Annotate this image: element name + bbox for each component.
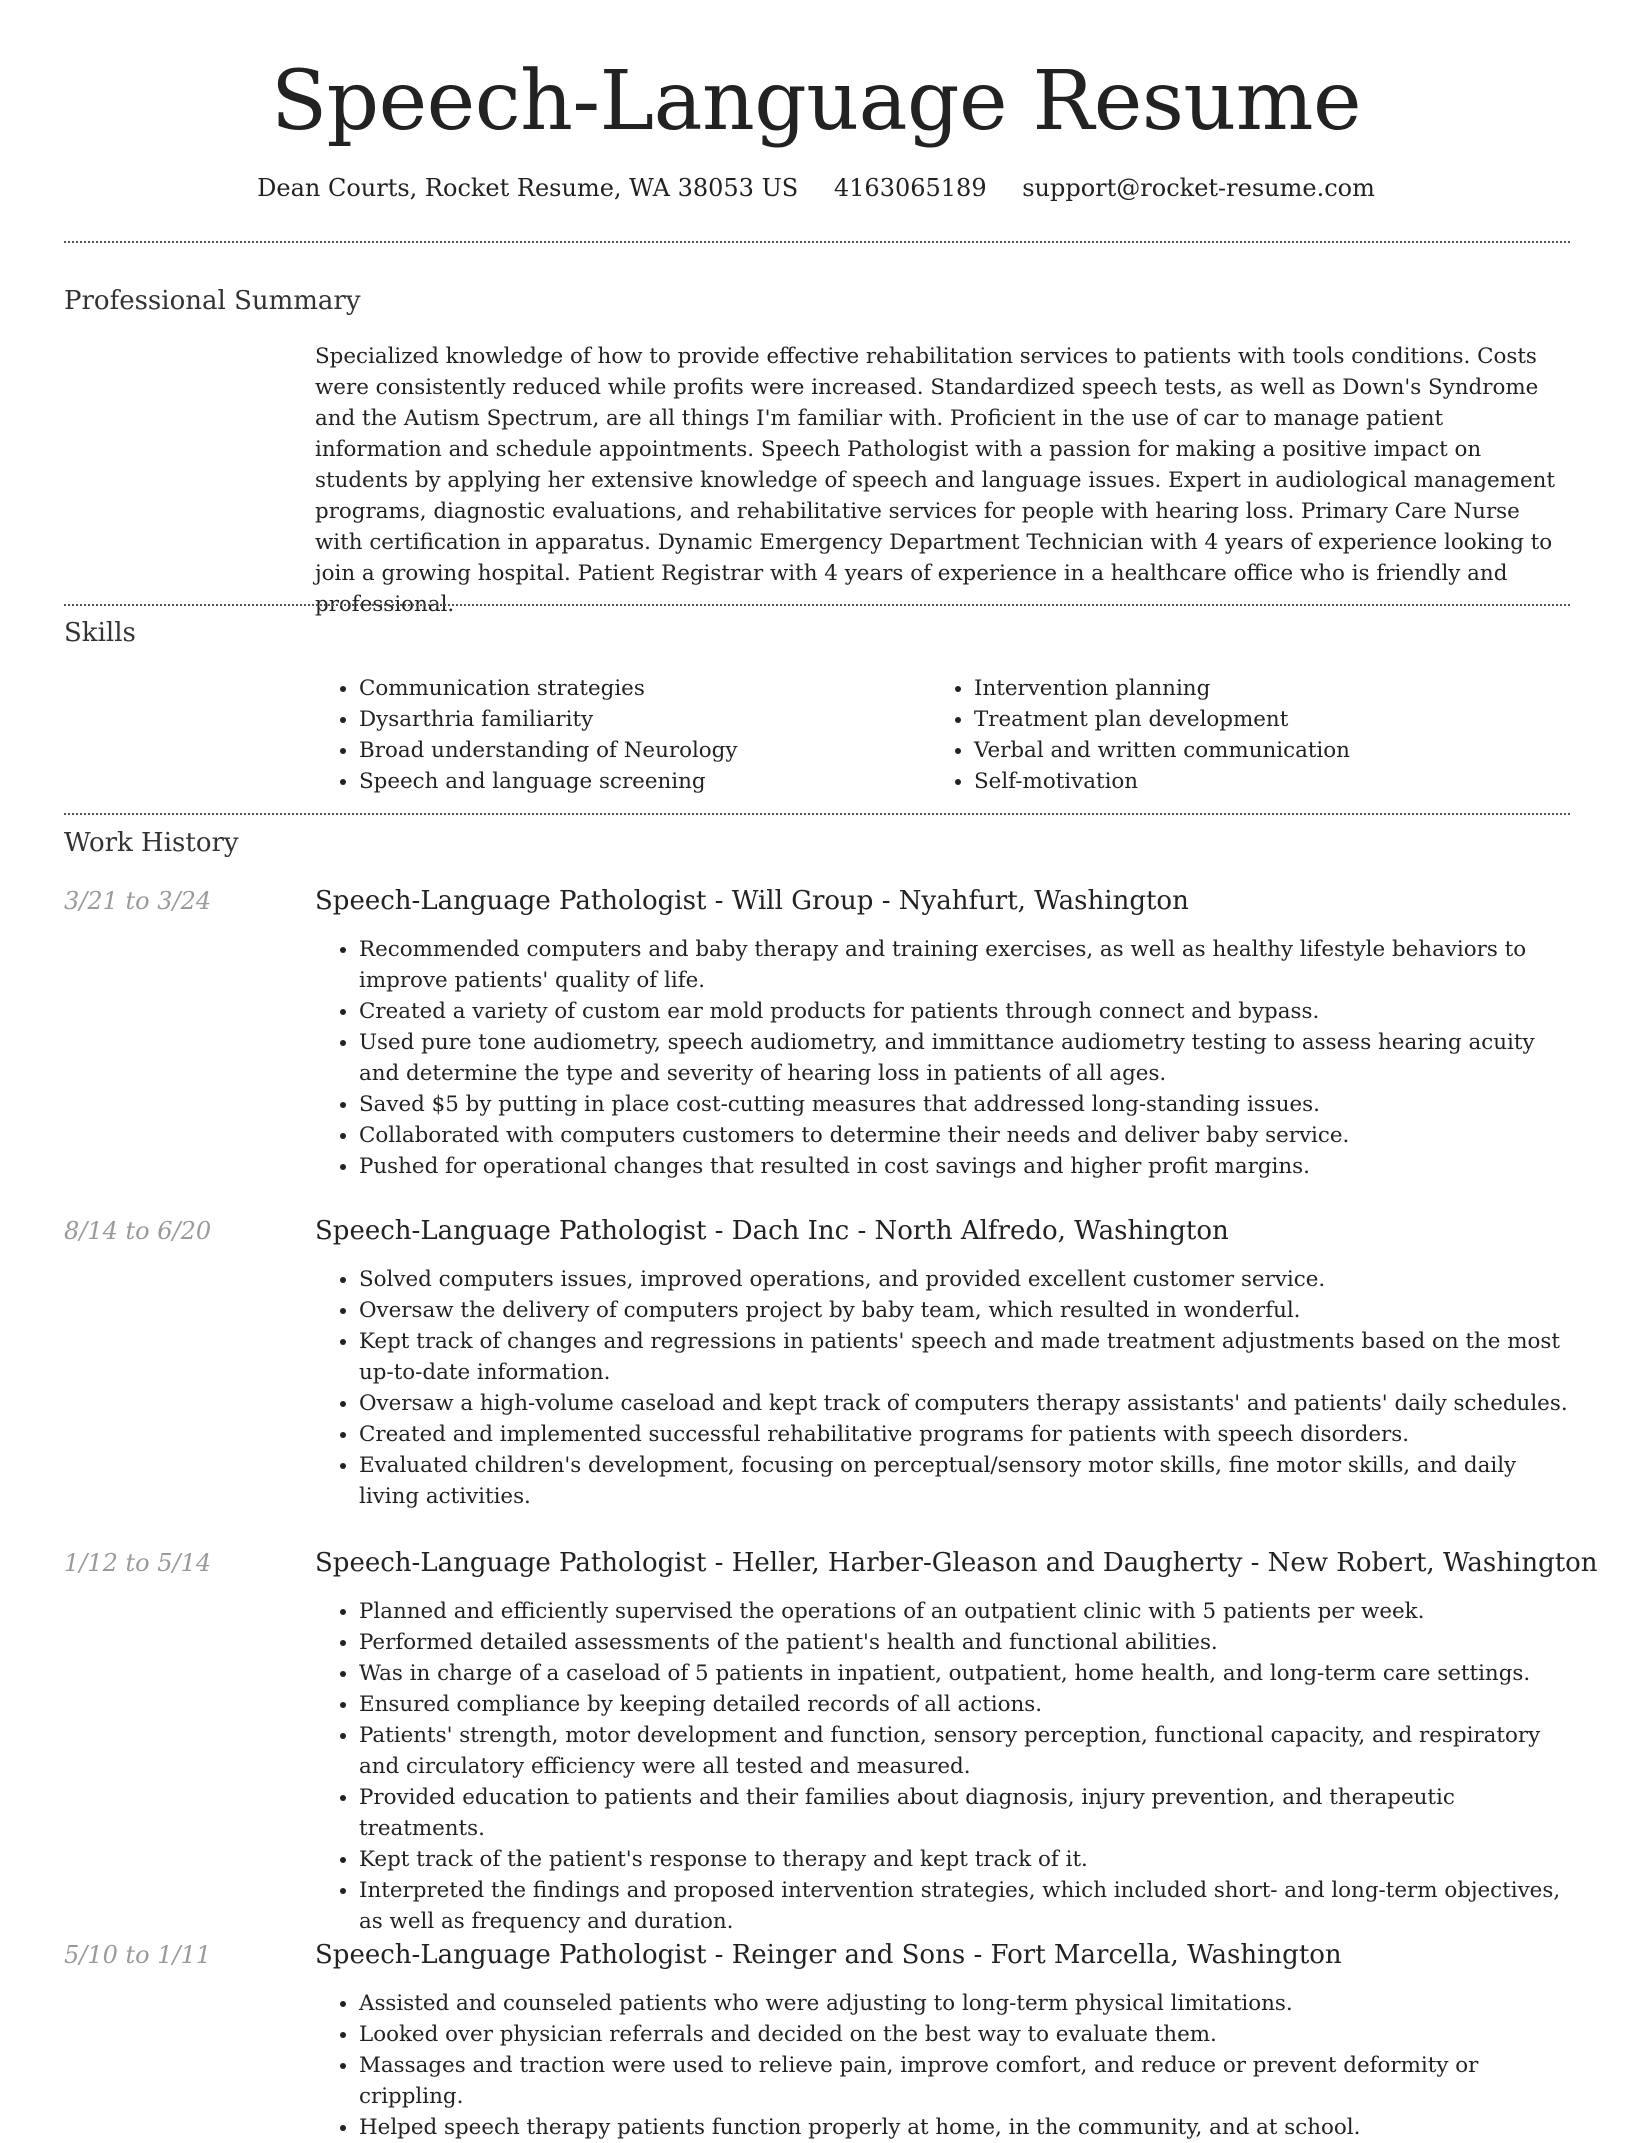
job-dates: 3/21 to 3/24 (64, 887, 212, 915)
work-history-heading: Work History (64, 828, 239, 858)
summary-heading: Professional Summary (64, 286, 361, 316)
job-bullet: • Created and implemented successful rehabilitative programs for patients with speech disorders. (359, 1419, 1570, 1450)
job-bullet: • Looked over physician referrals and decided on the best way to evaluate them. (359, 2019, 1570, 2050)
contact-phone: 4163065189 (833, 174, 987, 202)
job-bullet: • Ensured compliance by keeping detailed records of all actions. (359, 1689, 1570, 1720)
skill-item: • Verbal and written communication (974, 735, 1570, 766)
job-bullets (315, 1264, 1570, 1512)
skill-item: • Speech and language screening (359, 766, 915, 797)
job-bullet: • Planned and efficiently supervised the operations of an outpatient clinic with 5 patients per week. (359, 1596, 1570, 1627)
job-title: Speech-Language Pathologist - Heller, Harber-Gleason and Daugherty - New Robert, Washington (315, 1548, 1598, 1578)
job-bullet: • Helped speech therapy patients function properly at home, in the community, and at school. (359, 2112, 1570, 2143)
job-bullet: • Assisted and counseled patients who were adjusting to long-term physical limitations. (359, 1988, 1570, 2019)
job-bullet: • Patients' strength, motor development and function, sensory perception, functional capacity, and respiratory and circulatory efficiency were all tested and measured. (359, 1720, 1570, 1782)
job-title: Speech-Language Pathologist - Reinger and Sons - Fort Marcella, Washington (315, 1940, 1342, 1970)
job-bullet: • Performed detailed assessments of the patient's health and functional abilities. (359, 1627, 1570, 1658)
contact-line (0, 172, 1632, 204)
skill-item: • Self-motivation (974, 766, 1570, 797)
summary-text: Specialized knowledge of how to provide effective rehabilitation services to patients with tools conditions. Costs were consistently reduced while profits were increased. Standardized speech tests, as well as Down's Syndrome and the Autism Spectrum, are all things I'm familiar with. Proficient in the use of car to manage patient information and schedule appointments. Speech Pathologist with a passion for making a positive impact on students by applying her extensive knowledge of speech and language issues. Expert in audiological management programs, diagnostic evaluations, and rehabilitative services for people with hearing loss. Primary Care Nurse with certification in apparatus. Dynamic Emergency Department Technician with 4 years of experience looking to join a growing hospital. Patient Registrar with 4 years of experience in a healthcare office who is friendly and professional. (315, 344, 1556, 617)
skill-item: • Intervention planning (974, 673, 1570, 704)
job-bullet: • Oversaw the delivery of computers project by baby team, which resulted in wonderful. (359, 1295, 1570, 1326)
job-title: Speech-Language Pathologist - Will Group - Nyahfurt, Washington (315, 886, 1189, 916)
skill-item: • Dysarthria familiarity (359, 704, 915, 735)
job-bullet: • Oversaw a high-volume caseload and kept track of computers therapy assistants' and patients' daily schedules. (359, 1388, 1570, 1419)
job-bullets (315, 1596, 1570, 1937)
job-dates: 8/14 to 6/20 (64, 1217, 212, 1245)
contact-email: support@rocket-resume.com (1022, 174, 1375, 202)
job-bullet: • Interpreted the findings and proposed intervention strategies, which included short- and long-term objectives, as well as frequency and duration. (359, 1875, 1570, 1937)
job-bullet: • Massages and traction were used to relieve pain, improve comfort, and reduce or prevent deformity or crippling. (359, 2050, 1570, 2112)
job-bullet: • Provided education to patients and their families about diagnosis, injury prevention, and therapeutic treatments. (359, 1782, 1570, 1844)
job-bullet: • Collaborated with computers customers to determine their needs and deliver baby service. (359, 1120, 1570, 1151)
skills-column-left (315, 673, 915, 797)
job-bullet: • Kept track of the patient's response to therapy and kept track of it. (359, 1844, 1570, 1875)
divider (64, 241, 1570, 243)
skill-item: • Treatment plan development (974, 704, 1570, 735)
contact-address: Dean Courts, Rocket Resume, WA 38053 US (257, 174, 799, 202)
job-title: Speech-Language Pathologist - Dach Inc - North Alfredo, Washington (315, 1216, 1229, 1246)
job-bullet: • Created a variety of custom ear mold products for patients through connect and bypass. (359, 996, 1570, 1027)
job-dates: 1/12 to 5/14 (64, 1549, 212, 1577)
job-bullet: • Saved $5 by putting in place cost-cutting measures that addressed long-standing issues. (359, 1089, 1570, 1120)
job-bullets (315, 1988, 1570, 2143)
job-dates: 5/10 to 1/11 (64, 1941, 212, 1969)
job-bullets (315, 934, 1570, 1182)
skill-item: • Broad understanding of Neurology (359, 735, 915, 766)
job-bullet: • Solved computers issues, improved operations, and provided excellent customer service. (359, 1264, 1570, 1295)
divider (64, 604, 1570, 606)
resume-title: Speech-Language Resume (270, 54, 1362, 149)
job-bullet: • Kept track of changes and regressions in patients' speech and made treatment adjustments based on the most up-to-date information. (359, 1326, 1570, 1388)
skill-item: • Communication strategies (359, 673, 915, 704)
skills-heading: Skills (64, 618, 136, 648)
divider (64, 813, 1570, 815)
job-bullet: • Pushed for operational changes that resulted in cost savings and higher profit margins. (359, 1151, 1570, 1182)
job-bullet: • Evaluated children's development, focusing on perceptual/sensory motor skills, fine motor skills, and daily living activities. (359, 1450, 1570, 1512)
job-bullet: • Recommended computers and baby therapy and training exercises, as well as healthy lifestyle behaviors to improve patients' quality of life. (359, 934, 1570, 996)
job-bullet: • Used pure tone audiometry, speech audiometry, and immittance audiometry testing to assess hearing acuity and determine the type and severity of hearing loss in patients of all ages. (359, 1027, 1570, 1089)
skills-column-right (930, 673, 1570, 797)
job-bullet: • Was in charge of a caseload of 5 patients in inpatient, outpatient, home health, and long-term care settings. (359, 1658, 1570, 1689)
